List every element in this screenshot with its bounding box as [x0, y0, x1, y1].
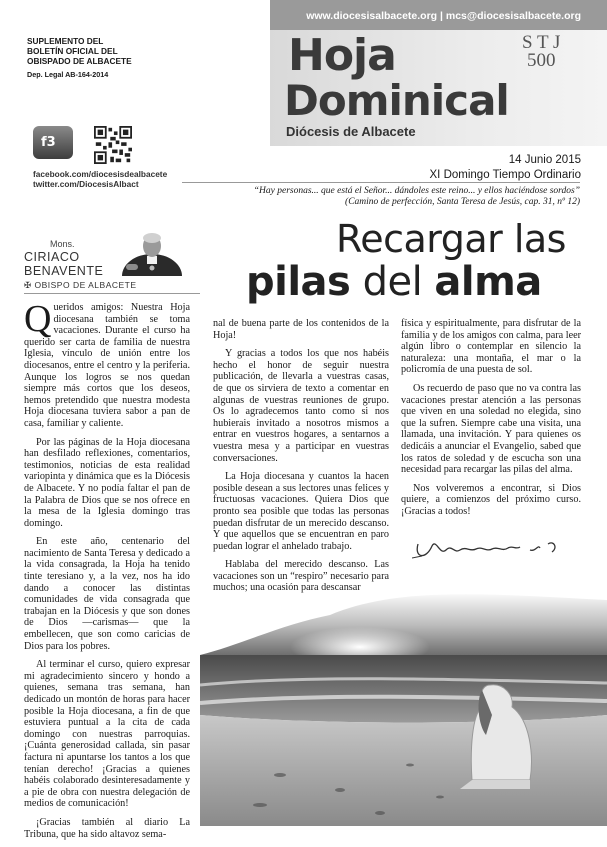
paragraph: Os recuerdo de paso que no va contra las vacaciones prestar atención a las personas que viven en una soledad no elegida, sino que la sufren. Siempre cabe una visita, una llamada, una invitación. Y para quienes os dedicáis a anunciar el Evangelio, sabed que los ratos de soledad y de escucha son una necesidad para recargar las pilas del alma.	[401, 382, 581, 476]
paragraph: nal de buena parte de los contenidos de la Hoja!	[213, 318, 389, 341]
epigraph-quote	[190, 186, 580, 208]
stj-number: 500	[526, 50, 556, 71]
paragraph: Por las páginas de la Hoja diocesana han desfilado reflexiones, comentarios, testimonios, noticias de esta realidad variopinta y dinámica que es la Diócesis de Albacete. Y no podía faltar el pan de la Palabra de Dios que se nos ofrece en la mesa de la Iglesia domingo tras domingo.	[24, 436, 190, 529]
bishop-last-name: BENAVENTE	[24, 264, 104, 278]
issue-date	[430, 153, 581, 183]
supplement-line: BOLETÍN OFICIAL DEL	[27, 46, 118, 56]
author-divider	[24, 293, 200, 294]
facebook-link[interactable]: facebook.com/diocesisdealbacete	[33, 169, 168, 179]
supplement-notice	[27, 36, 132, 66]
headline-line-1: Recargar las	[336, 217, 566, 261]
headline-line-2	[246, 259, 542, 305]
bishop-signature	[412, 530, 562, 570]
quote-divider	[182, 182, 580, 183]
article-column-3	[401, 318, 581, 525]
top-contact-band	[270, 0, 607, 30]
masthead-title-dominical: Dominical	[284, 76, 509, 125]
liturgical-sunday: XI Domingo Tiempo Ordinario	[429, 169, 581, 181]
facebook-icon[interactable]	[33, 126, 73, 159]
stj-letters: S T J	[522, 32, 561, 53]
drop-cap: Q	[24, 298, 52, 340]
date-text: 14 Junio 2015	[508, 154, 581, 166]
stj-500-logo	[522, 34, 560, 70]
masthead-title-hoja: Hoja	[288, 30, 396, 81]
bishop-name	[24, 250, 103, 278]
paragraph: Nos volveremos a encontrar, si Dios quiere, a comienzos del próximo curso. ¡Gracias a todos!	[401, 482, 581, 517]
paragraph: En este año, centenario del nacimiento de Santa Teresa y dedicado a la vida consagrada, la Hoja ha tenido tinte teresiano y, a la vez, nos ha ido dando a conocer las distintas comunidades de vida consagrada que trabajan en la Diócesis y que son dones de Dios —carismas— que la embellecen, que son como caricias de Dios para los pobres.	[24, 536, 190, 652]
paragraph: La Hoja diocesana y cuantos la hacen posible desean a sus lectores unas felices y fructuosas vacaciones. Quiera Dios que pronto sea posible que todas las personas puedan disfrutar de un merecido descanso. Y que aquellos que se encuentran en paro puedan lograr el anhelado trabajo.	[213, 471, 389, 552]
legal-deposit: Dep. Legal AB-164-2014	[27, 70, 109, 79]
social-links	[33, 169, 167, 189]
article-column-2	[213, 318, 389, 601]
paragraph	[24, 298, 190, 430]
paragraph: Y gracias a todos los que nos habéis hecho el honor de seguir nuestra publicación, de llevarla a vuestras casas, de que os sirviera de texto a comentar en algunas de vuestras reuniones de grupo. Os lo agradecemos tanto como si nos hubierais invitado a nosotros mismos a entrar en vuestros hogares, a sentarnos a vuestra mesa y a participar en vuestras conversaciones.	[213, 348, 389, 464]
bishop-role: ✠ OBISPO DE ALBACETE	[24, 280, 137, 290]
headline-word-del: del	[350, 259, 435, 305]
twitter-link[interactable]: twitter.com/DiocesisAlbact	[33, 179, 139, 189]
headline-word-alma: alma	[434, 259, 542, 305]
supplement-line: OBISPADO DE ALBACETE	[27, 56, 132, 66]
beach-photo	[200, 575, 607, 826]
qr-code-icon[interactable]	[94, 126, 132, 164]
bishop-title: Mons.	[50, 239, 75, 249]
paragraph: ¡Gracias también al diario La Tribuna, que ha sido altavoz sema-	[24, 816, 190, 840]
headline-word-pilas: pilas	[246, 259, 351, 305]
masthead-subtitle: Diócesis de Albacete	[286, 124, 416, 139]
facebook-letter: f	[41, 135, 47, 150]
quote-text: “Hay personas... que está el Señor... dándoles este reino... y ellos haciéndose sordos”	[253, 186, 580, 196]
contact-links[interactable]: www.diocesisalbacete.org | mcs@diocesisalbacete.org	[306, 10, 581, 22]
paragraph: física y espiritualmente, para disfrutar de la familia y de los amigos con calma, para leer algún libro o contemplar en silencio la naturaleza: una montaña, el mar o la policromía de una puesta de sol.	[401, 318, 581, 376]
supplement-line: SUPLEMENTO DEL	[27, 36, 104, 46]
bishop-portrait	[110, 226, 186, 276]
quote-source: (Camino de perfección, Santa Teresa de Jesús, cap. 31, nº 12)	[345, 197, 580, 207]
paragraph: Al terminar el curso, quiero expresar mi agradecimiento sincero y hondo a quienes, semana tras semana, han dedicado un montón de horas para hacer posible la Hoja diocesana, a fin de que estuviera puntual a la cita de cada domingo con nuestras parroquias. ¡Cuánta generosidad callada, sin pasar factura ni apuntarse los tantos a los que tenían derecho! ¡Gracias a quienes habéis colaborado desinteresadamente y a pie de obra con nuestra delegación de medios de comunicación!	[24, 659, 190, 810]
bishop-first-name: CIRIACO	[24, 250, 80, 264]
facebook-number: 3	[46, 135, 56, 150]
paragraph: Hablaba del merecido descanso. Las vacaciones son un “respiro” necesario para muchos; una ocasión para descansar	[213, 559, 389, 594]
article-column-1	[24, 298, 190, 847]
paragraph-text: ueridos amigos: Nuestra Hoja diocesana también se toma vacaciones. Durante el curso ha querido ser carta de familia de nuestra Iglesia, vínculo de unión entre los diocesanos, entre el centro y la periferia. Aunque los logros se nos quedan siempre más cortos que los deseos, hemos pretendido que nuestra modesta Hoja diocesana tuviera sabor a pan de casa, familiar y caliente.	[24, 302, 190, 429]
